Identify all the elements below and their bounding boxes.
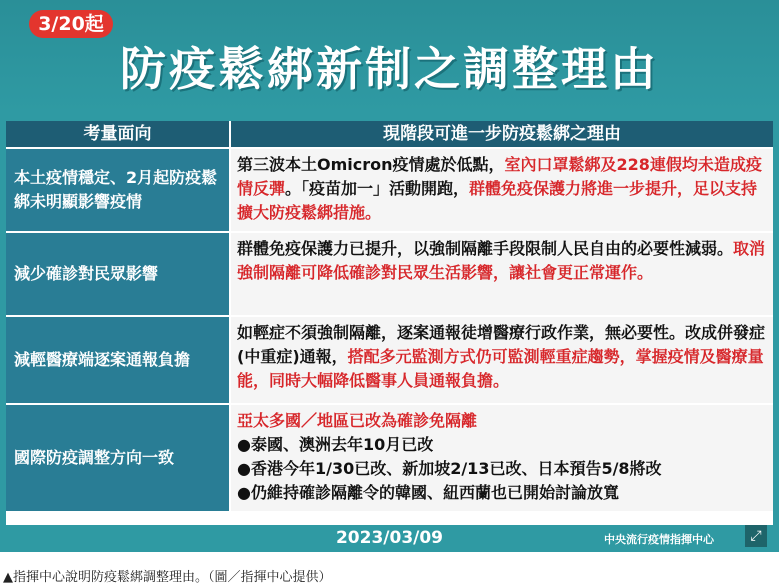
aspect-cell: 國際防疫調整方向一致 — [6, 405, 229, 511]
reason-text: 。「疫苗加一」活動開跑， — [285, 179, 470, 198]
reason-text: 群體免疫保護力已提升，以強制隔離手段限制人民自由的必要性減弱。 — [237, 239, 734, 258]
slide-title: 防疫鬆綁新制之調整理由 — [120, 42, 659, 96]
table-row — [6, 317, 773, 403]
bullet-item: ●香港今年1/30已改、新加坡2/13已改、日本預告5/8將改 — [237, 459, 662, 478]
bullet-item: ●泰國、澳洲去年10月已改 — [237, 435, 434, 454]
footer-date: 2023/03/09 — [335, 528, 444, 548]
reason-heading: 亞太多國／地區已改為確診免隔離 — [237, 411, 478, 430]
table-row — [6, 149, 773, 231]
table-row — [6, 233, 773, 315]
footer-org: 中央流行疫情指揮中心 — [604, 533, 714, 546]
reason-cell — [231, 405, 773, 511]
header-aspect: 考量面向 — [6, 121, 229, 147]
reasons-table — [6, 121, 773, 525]
reason-cell — [231, 233, 773, 315]
reason-cell — [231, 317, 773, 403]
reason-cell — [231, 149, 773, 231]
aspect-cell: 本土疫情穩定、2月起防疫鬆綁未明顯影響疫情 — [6, 149, 229, 231]
reason-highlight: 室內口罩鬆綁及228連假均未造成疫情反彈 — [237, 155, 762, 198]
expand-icon[interactable]: ⤢ — [745, 525, 767, 547]
reason-highlight: 取消強制隔離可降低確診對民眾生活影響，讓社會更正常運作。 — [237, 239, 766, 282]
aspect-cell: 減少確診對民眾影響 — [6, 233, 229, 315]
table-row — [6, 405, 773, 511]
reason-highlight: 搭配多元監測方式仍可監測輕重症趨勢，掌握疫情及醫療量能，同時大幅降低醫事人員通報負擔。 — [237, 347, 764, 390]
date-badge: 3/20起 — [29, 10, 113, 38]
reason-text: 如輕症不須強制隔離，逐案通報徒增醫療行政作業，無必要性。改成併發症(中重症)通報， — [237, 323, 766, 366]
image-caption: ▲指揮中心說明防疫鬆綁調整理由。（圖／指揮中心提供） — [3, 570, 332, 585]
header-reason: 現階段可進一步防疫鬆綁之理由 — [231, 121, 773, 147]
bullet-item: ●仍維持確診隔離令的韓國、紐西蘭也已開始討論放寬 — [237, 483, 619, 502]
reason-highlight: 群體免疫保護力將進一步提升，足以支持擴大防疫鬆綁措施。 — [237, 179, 758, 222]
aspect-cell: 減輕醫療端逐案通報負擔 — [6, 317, 229, 403]
reason-text: 第三波本土Omicron疫情處於低點， — [237, 155, 505, 174]
